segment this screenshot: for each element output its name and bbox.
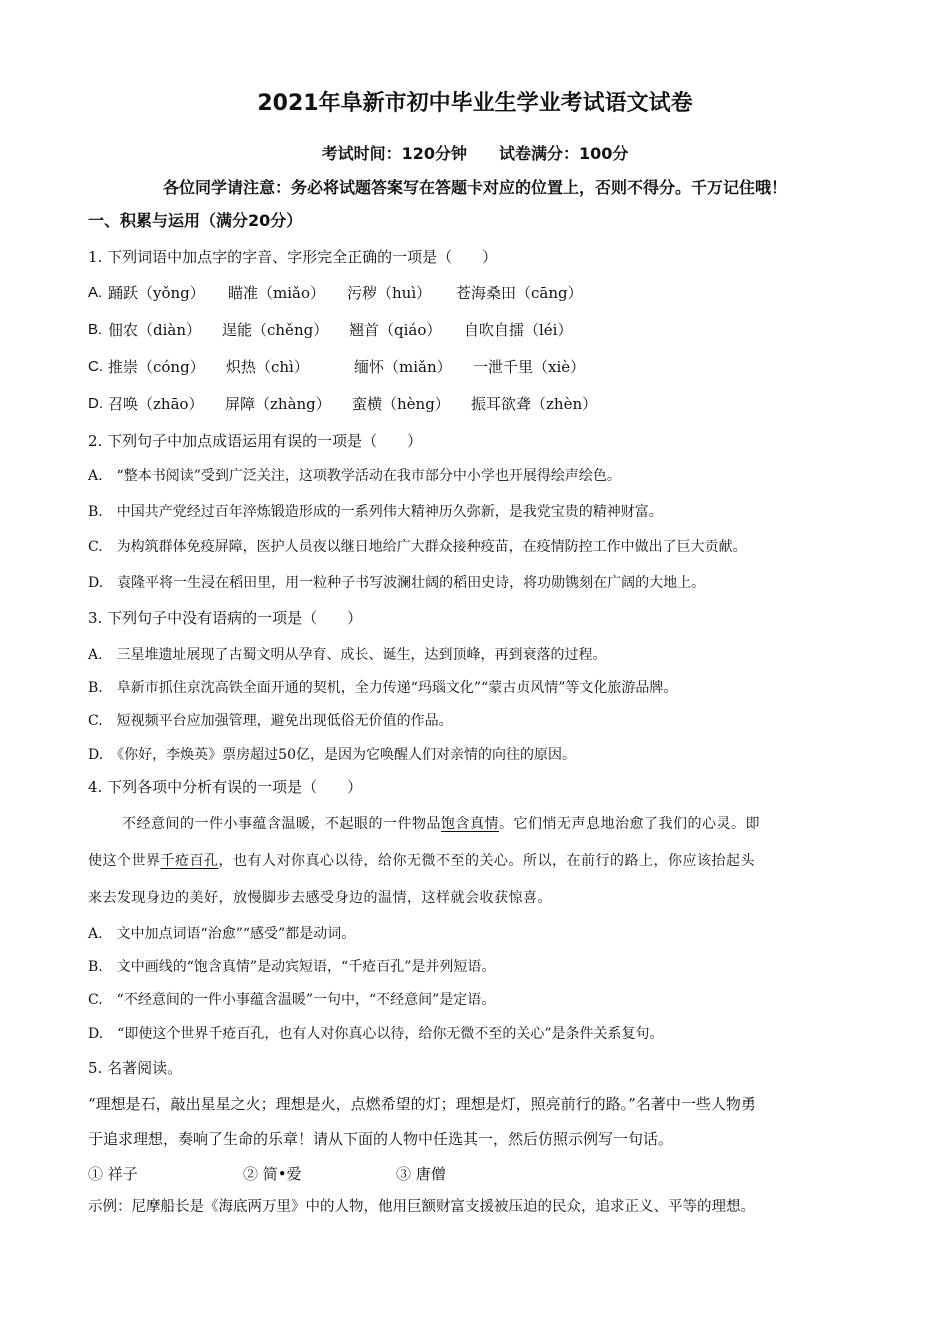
q2-option-a: A. “整本书阅读”受到广泛关注，这项教学活动在我市部分中小学也开展得绘声绘色。 bbox=[88, 468, 621, 484]
notice: 各位同学请注意：务必将试题答案写在答题卡对应的位置上，否则不得分。千万记住哦！ bbox=[162, 178, 787, 197]
q4-option-c: C. “不经意间的一件小事蕴含温暖”一句中，“不经意间”是定语。 bbox=[88, 992, 496, 1008]
passage-line-1: 不经意间的一件小事蕴含温暖，不起眼的一件物品饱含真情。它们悄无声息地治愈了我们的心灵。即 bbox=[122, 816, 760, 832]
question-3-stem: 3. 下列句子中没有语病的一项是（ ） bbox=[88, 609, 363, 627]
q4-option-b: B. 文中画线的“饱含真情”是动宾短语，“千疮百孔”是并列短语。 bbox=[88, 959, 496, 975]
underlined-phrase-1: 饱含真情 bbox=[441, 816, 499, 832]
question-5-stem: 5. 名著阅读。 bbox=[88, 1059, 183, 1077]
choice-1: ① 祥子 bbox=[88, 1165, 138, 1183]
question-2-stem: 2. 下列句子中加点成语运用有误的一项是（ ） bbox=[88, 432, 423, 450]
choice-2: ② 简•爱 bbox=[243, 1165, 302, 1183]
q3-option-a: A. 三星堆遗址展现了古蜀文明从孕育、成长、诞生，达到顶峰，再到衰落的过程。 bbox=[88, 647, 607, 663]
passage-line-3: 来去发现身边的美好，放慢脚步去感受身边的温情，这样就会收获惊喜。 bbox=[88, 890, 552, 906]
q2-option-b: B. 中国共产党经过百年淬炼锻造形成的一系列伟大精神历久弥新，是我党宝贵的精神财富。 bbox=[88, 504, 663, 520]
q4-option-a: A. 文中加点词语“治愈”“感受”都是动词。 bbox=[88, 926, 356, 942]
choice-3: ③ 唐僧 bbox=[396, 1165, 446, 1183]
q5-example: 示例：尼摩船长是《海底两万里》中的人物，他用巨额财富支援被压迫的民众，追求正义、平等的理想。 bbox=[88, 1199, 755, 1215]
q3-option-d: D. 《你好，李焕英》票房超过50亿，是因为它唤醒人们对亲情的向往的原因。 bbox=[88, 747, 576, 763]
q5-quote-line-1: “理想是石，敲出星星之火；理想是火，点燃希望的灯；理想是灯，照亮前行的路。”名著中一些人物勇 bbox=[88, 1095, 756, 1113]
q2-option-c: C. 为构筑群体免疫屏障，医护人员夜以继日地给广大群众接种疫苗，在疫情防控工作中做出了巨大贡献。 bbox=[88, 539, 747, 555]
underlined-phrase-2: 千疮百孔 bbox=[160, 853, 219, 869]
question-4-stem: 4. 下列各项中分析有误的一项是（ ） bbox=[88, 778, 363, 796]
exam-page: 2021年阜新市初中毕业生学业考试语文试卷 考试时间：120分钟 试卷满分：100分 各位同学请注意：务必将试题答案写在答题卡对应的位置上，否则不得分。千万记住哦！ 一、积累与运用（满分20分） 1. 下列词语中加点字的字音、字形完全正确的一项是（ ） A. 踊跃（yǒng） 瞄准（miǎo） 污秽（huì） 苍海桑田（cāng） B. 佃农（diàn） 逞能（chěng） 翘首（qiáo） 自吹自擂（léi） C. 推崇（cóng） 炽热（chì） 缅怀（miǎn） 一泄千里（xiè） D. 召唤（zhāo） 屏障（zhàng） 蛮横（hèng） 振耳欲聋（zhèn） 2. 下列句子中加点成语运用有误的一项是（ ） A. “整本书阅读”受到广泛关注，这项教学活动在我市部分中小学也开展得绘声绘色。 B. 中国共产党经过百年淬炼锻造形成的一系列伟大精神历久弥新，是我党宝贵的精神财富。 C. 为构筑群体免疫屏障，医护人员夜以继日地给广大群众接种疫苗，在疫情防控工作中做出了巨大贡献。 D. 袁隆平将一生浸在稻田里，用一粒种子书写波澜壮阔的稻田史诗，将功勋镌刻在广阔的大地上。 3. 下列句子中没有语病的一项是（ ） A. 三星堆遗址展现了古蜀文明从孕育、成长、诞生，达到顶峰，再到衰落的过程。 B. 阜新市抓住京沈高铁全面开通的契机，全力传递“玛瑙文化”“蒙古贞风情”等文化旅游品牌。 C. 短视频平台应加强管理，避免出现低俗无价值的作品。 D. 《你好，李焕英》票房超过50亿，是因为它唤醒人们对亲情的向往的原因。 4. 下列各项中分析有误的一项是（ ） 不经意间的一件小事蕴含温暖，不起眼的一件物品饱含真情。它们悄无声息地治愈了我们的心灵。即 使这个世界千疮百孔，也有人对你真心以待，给你无微不至的关心。所以，在前行的路上，你应该抬起头 来去发现身边的美好，放慢脚步去感受身边的温情，这样就会收获惊喜。 A. 文中加点词语“治愈”“感受”都是动词。 B. 文中画线的“饱含真情”是动宾短语，“千疮百孔”是并列短语。 C. “不经意间的一件小事蕴含温暖”一句中，“不经意间”是定语。 D. “即使这个世界千疮百孔，也有人对你真心以待，给你无微不至的关心”是条件关系复句。 5. 名著阅读。 “理想是石，敲出星星之火；理想是火，点燃希望的灯；理想是灯，照亮前行的路。”名著中一些人物勇 于追求理想，奏响了生命的乐章！请从下面的人物中任选其一，然后仿照示例写一句话。 ① 祥子 ② 简•爱 ③ 唐僧 示例：尼摩船长是《海底两万里》中的人物，他用巨额财富支援被压迫的民众，追求正义、平等的理想。 bbox=[0, 0, 950, 1344]
q2-option-d: D. 袁隆平将一生浸在稻田里，用一粒种子书写波澜壮阔的稻田史诗，将功勋镌刻在广阔的大地上。 bbox=[88, 575, 706, 591]
q3-option-c: C. 短视频平台应加强管理，避免出现低俗无价值的作品。 bbox=[88, 713, 453, 729]
exam-info: 考试时间：120分钟 试卷满分：100分 bbox=[321, 144, 629, 163]
q3-option-b: B. 阜新市抓住京沈高铁全面开通的契机，全力传递“玛瑙文化”“蒙古贞风情”等文化旅游品牌。 bbox=[88, 680, 678, 696]
section-heading: 一、积累与运用（满分20分） bbox=[88, 211, 303, 230]
q4-option-d: D. “即使这个世界千疮百孔，也有人对你真心以待，给你无微不至的关心”是条件关系复句。 bbox=[88, 1026, 664, 1042]
passage-line-2: 使这个世界千疮百孔，也有人对你真心以待，给你无微不至的关心。所以，在前行的路上，你应该抬起头 bbox=[88, 853, 755, 869]
exam-title: 2021年阜新市初中毕业生学业考试语文试卷 bbox=[257, 91, 693, 116]
question-1-stem: 1. 下列词语中加点字的字音、字形完全正确的一项是（ ） bbox=[88, 248, 498, 266]
q5-quote-line-2: 于追求理想，奏响了生命的乐章！请从下面的人物中任选其一，然后仿照示例写一句话。 bbox=[88, 1130, 674, 1148]
